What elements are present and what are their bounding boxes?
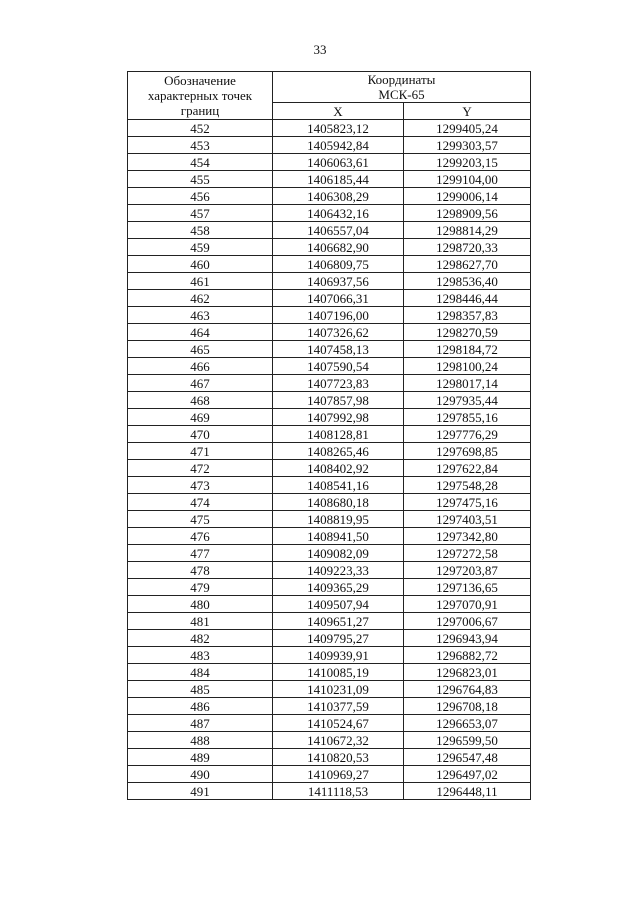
y-coordinate-cell: 1299006,14 xyxy=(404,188,531,205)
table-body xyxy=(128,120,531,800)
y-coordinate-cell: 1297272,58 xyxy=(404,545,531,562)
y-coordinate-cell: 1297475,16 xyxy=(404,494,531,511)
x-coordinate-cell: 1406809,75 xyxy=(273,256,404,273)
table-row xyxy=(128,222,531,239)
y-coordinate-cell: 1297070,91 xyxy=(404,596,531,613)
point-id-cell: 457 xyxy=(128,205,273,222)
x-coordinate-cell: 1410820,53 xyxy=(273,749,404,766)
table-row xyxy=(128,613,531,630)
point-id-cell: 463 xyxy=(128,307,273,324)
table-row xyxy=(128,290,531,307)
table-row xyxy=(128,528,531,545)
x-coordinate-cell: 1407992,98 xyxy=(273,409,404,426)
x-coordinate-cell: 1410969,27 xyxy=(273,766,404,783)
point-id-cell: 479 xyxy=(128,579,273,596)
x-coordinate-cell: 1408128,81 xyxy=(273,426,404,443)
table-row xyxy=(128,239,531,256)
table-row xyxy=(128,511,531,528)
x-coordinate-cell: 1410085,19 xyxy=(273,664,404,681)
table-row xyxy=(128,120,531,137)
designation-header-line: Обозначение xyxy=(164,73,236,88)
point-id-cell: 486 xyxy=(128,698,273,715)
x-coordinate-cell: 1407196,00 xyxy=(273,307,404,324)
point-id-cell: 484 xyxy=(128,664,273,681)
x-coordinate-cell: 1408541,16 xyxy=(273,477,404,494)
designation-header-line: границ xyxy=(180,103,220,118)
y-coordinate-cell: 1297622,84 xyxy=(404,460,531,477)
y-coordinate-cell: 1297006,67 xyxy=(404,613,531,630)
point-id-cell: 491 xyxy=(128,783,273,800)
x-coordinate-cell: 1408680,18 xyxy=(273,494,404,511)
y-coordinate-cell: 1297855,16 xyxy=(404,409,531,426)
y-coordinate-cell: 1298017,14 xyxy=(404,375,531,392)
x-coordinate-cell: 1406937,56 xyxy=(273,273,404,290)
table-row xyxy=(128,664,531,681)
point-id-cell: 456 xyxy=(128,188,273,205)
point-id-cell: 464 xyxy=(128,324,273,341)
y-coordinate-cell: 1298536,40 xyxy=(404,273,531,290)
y-coordinate-cell: 1298814,29 xyxy=(404,222,531,239)
coordinates-header-line: МСК-65 xyxy=(378,87,425,102)
x-coordinate-cell: 1408941,50 xyxy=(273,528,404,545)
x-coordinate-cell: 1408265,46 xyxy=(273,443,404,460)
point-id-cell: 470 xyxy=(128,426,273,443)
point-id-cell: 454 xyxy=(128,154,273,171)
designation-header xyxy=(128,72,273,120)
y-coordinate-cell: 1297342,80 xyxy=(404,528,531,545)
table-header xyxy=(128,72,531,120)
x-coordinate-cell: 1406557,04 xyxy=(273,222,404,239)
table-row xyxy=(128,324,531,341)
y-coordinate-cell: 1296547,48 xyxy=(404,749,531,766)
y-coordinate-cell: 1297935,44 xyxy=(404,392,531,409)
point-id-cell: 460 xyxy=(128,256,273,273)
y-coordinate-cell: 1296882,72 xyxy=(404,647,531,664)
x-coordinate-cell: 1406682,90 xyxy=(273,239,404,256)
page-number: 33 xyxy=(313,42,327,57)
point-id-cell: 471 xyxy=(128,443,273,460)
y-coordinate-cell: 1297136,65 xyxy=(404,579,531,596)
y-coordinate-cell: 1296943,94 xyxy=(404,630,531,647)
point-id-cell: 483 xyxy=(128,647,273,664)
table-row xyxy=(128,426,531,443)
x-coordinate-cell: 1407723,83 xyxy=(273,375,404,392)
point-id-cell: 458 xyxy=(128,222,273,239)
point-id-cell: 487 xyxy=(128,715,273,732)
x-coordinate-cell: 1406432,16 xyxy=(273,205,404,222)
table-row xyxy=(128,154,531,171)
point-id-cell: 469 xyxy=(128,409,273,426)
y-coordinate-cell: 1297548,28 xyxy=(404,477,531,494)
table-row xyxy=(128,188,531,205)
point-id-cell: 468 xyxy=(128,392,273,409)
y-coordinate-cell: 1298357,83 xyxy=(404,307,531,324)
table-row xyxy=(128,375,531,392)
point-id-cell: 455 xyxy=(128,171,273,188)
x-coordinate-cell: 1409223,33 xyxy=(273,562,404,579)
table-row xyxy=(128,545,531,562)
x-coordinate-cell: 1405823,12 xyxy=(273,120,404,137)
table-row xyxy=(128,698,531,715)
y-coordinate-cell: 1298909,56 xyxy=(404,205,531,222)
x-coordinate-cell: 1409365,29 xyxy=(273,579,404,596)
y-coordinate-cell: 1296764,83 xyxy=(404,681,531,698)
y-coordinate-cell: 1297403,51 xyxy=(404,511,531,528)
point-id-cell: 473 xyxy=(128,477,273,494)
x-coordinate-cell: 1410377,59 xyxy=(273,698,404,715)
point-id-cell: 474 xyxy=(128,494,273,511)
table-row xyxy=(128,579,531,596)
table-row xyxy=(128,358,531,375)
y-coordinate-cell: 1296448,11 xyxy=(404,783,531,800)
table-row xyxy=(128,494,531,511)
x-coordinate-cell: 1405942,84 xyxy=(273,137,404,154)
point-id-cell: 478 xyxy=(128,562,273,579)
y-coordinate-cell: 1297698,85 xyxy=(404,443,531,460)
point-id-cell: 488 xyxy=(128,732,273,749)
x-coordinate-cell: 1409082,09 xyxy=(273,545,404,562)
point-id-cell: 475 xyxy=(128,511,273,528)
x-coordinate-cell: 1410672,32 xyxy=(273,732,404,749)
coordinates-header xyxy=(273,72,531,103)
x-coordinate-cell: 1409795,27 xyxy=(273,630,404,647)
x-coordinate-cell: 1411118,53 xyxy=(273,783,404,800)
point-id-cell: 467 xyxy=(128,375,273,392)
table-row xyxy=(128,477,531,494)
x-coordinate-cell: 1409939,91 xyxy=(273,647,404,664)
table-row xyxy=(128,715,531,732)
table-row xyxy=(128,647,531,664)
coordinates-table xyxy=(127,71,531,800)
y-coordinate-cell: 1298720,33 xyxy=(404,239,531,256)
point-id-cell: 461 xyxy=(128,273,273,290)
point-id-cell: 466 xyxy=(128,358,273,375)
table-row xyxy=(128,307,531,324)
table-row xyxy=(128,630,531,647)
table-row xyxy=(128,749,531,766)
table-row xyxy=(128,562,531,579)
table-row xyxy=(128,171,531,188)
y-coordinate-cell: 1298270,59 xyxy=(404,324,531,341)
x-coordinate-cell: 1407857,98 xyxy=(273,392,404,409)
y-coordinate-cell: 1296497,02 xyxy=(404,766,531,783)
point-id-cell: 485 xyxy=(128,681,273,698)
point-id-cell: 465 xyxy=(128,341,273,358)
coordinates-header-line: Координаты xyxy=(367,72,436,87)
point-id-cell: 477 xyxy=(128,545,273,562)
point-id-cell: 462 xyxy=(128,290,273,307)
x-coordinate-cell: 1408819,95 xyxy=(273,511,404,528)
table-row xyxy=(128,443,531,460)
table-row xyxy=(128,409,531,426)
x-coordinate-cell: 1409507,94 xyxy=(273,596,404,613)
point-id-cell: 480 xyxy=(128,596,273,613)
x-column-header: X xyxy=(273,103,404,120)
y-coordinate-cell: 1299104,00 xyxy=(404,171,531,188)
y-coordinate-cell: 1298627,70 xyxy=(404,256,531,273)
table-row xyxy=(128,205,531,222)
point-id-cell: 453 xyxy=(128,137,273,154)
x-coordinate-cell: 1407066,31 xyxy=(273,290,404,307)
table-row xyxy=(128,137,531,154)
table-row xyxy=(128,392,531,409)
x-coordinate-cell: 1410524,67 xyxy=(273,715,404,732)
point-id-cell: 476 xyxy=(128,528,273,545)
table-row xyxy=(128,256,531,273)
table-row xyxy=(128,460,531,477)
point-id-cell: 482 xyxy=(128,630,273,647)
x-coordinate-cell: 1410231,09 xyxy=(273,681,404,698)
point-id-cell: 490 xyxy=(128,766,273,783)
y-coordinate-cell: 1296823,01 xyxy=(404,664,531,681)
table-row xyxy=(128,681,531,698)
table-row xyxy=(128,732,531,749)
y-column-header: Y xyxy=(404,103,531,120)
point-id-cell: 472 xyxy=(128,460,273,477)
point-id-cell: 489 xyxy=(128,749,273,766)
y-coordinate-cell: 1296708,18 xyxy=(404,698,531,715)
designation-header-line: характерных точек xyxy=(147,88,253,103)
y-coordinate-cell: 1296599,50 xyxy=(404,732,531,749)
x-coordinate-cell: 1406308,29 xyxy=(273,188,404,205)
x-coordinate-cell: 1408402,92 xyxy=(273,460,404,477)
y-coordinate-cell: 1298446,44 xyxy=(404,290,531,307)
table-row xyxy=(128,341,531,358)
y-coordinate-cell: 1299203,15 xyxy=(404,154,531,171)
y-coordinate-cell: 1298100,24 xyxy=(404,358,531,375)
table-row xyxy=(128,273,531,290)
y-coordinate-cell: 1297776,29 xyxy=(404,426,531,443)
x-coordinate-cell: 1407590,54 xyxy=(273,358,404,375)
y-coordinate-cell: 1299405,24 xyxy=(404,120,531,137)
point-id-cell: 481 xyxy=(128,613,273,630)
x-coordinate-cell: 1407326,62 xyxy=(273,324,404,341)
x-coordinate-cell: 1407458,13 xyxy=(273,341,404,358)
x-coordinate-cell: 1409651,27 xyxy=(273,613,404,630)
table-row xyxy=(128,596,531,613)
x-coordinate-cell: 1406063,61 xyxy=(273,154,404,171)
y-coordinate-cell: 1297203,87 xyxy=(404,562,531,579)
point-id-cell: 452 xyxy=(128,120,273,137)
y-coordinate-cell: 1296653,07 xyxy=(404,715,531,732)
table-row xyxy=(128,783,531,800)
y-coordinate-cell: 1299303,57 xyxy=(404,137,531,154)
y-coordinate-cell: 1298184,72 xyxy=(404,341,531,358)
table-row xyxy=(128,766,531,783)
point-id-cell: 459 xyxy=(128,239,273,256)
x-coordinate-cell: 1406185,44 xyxy=(273,171,404,188)
